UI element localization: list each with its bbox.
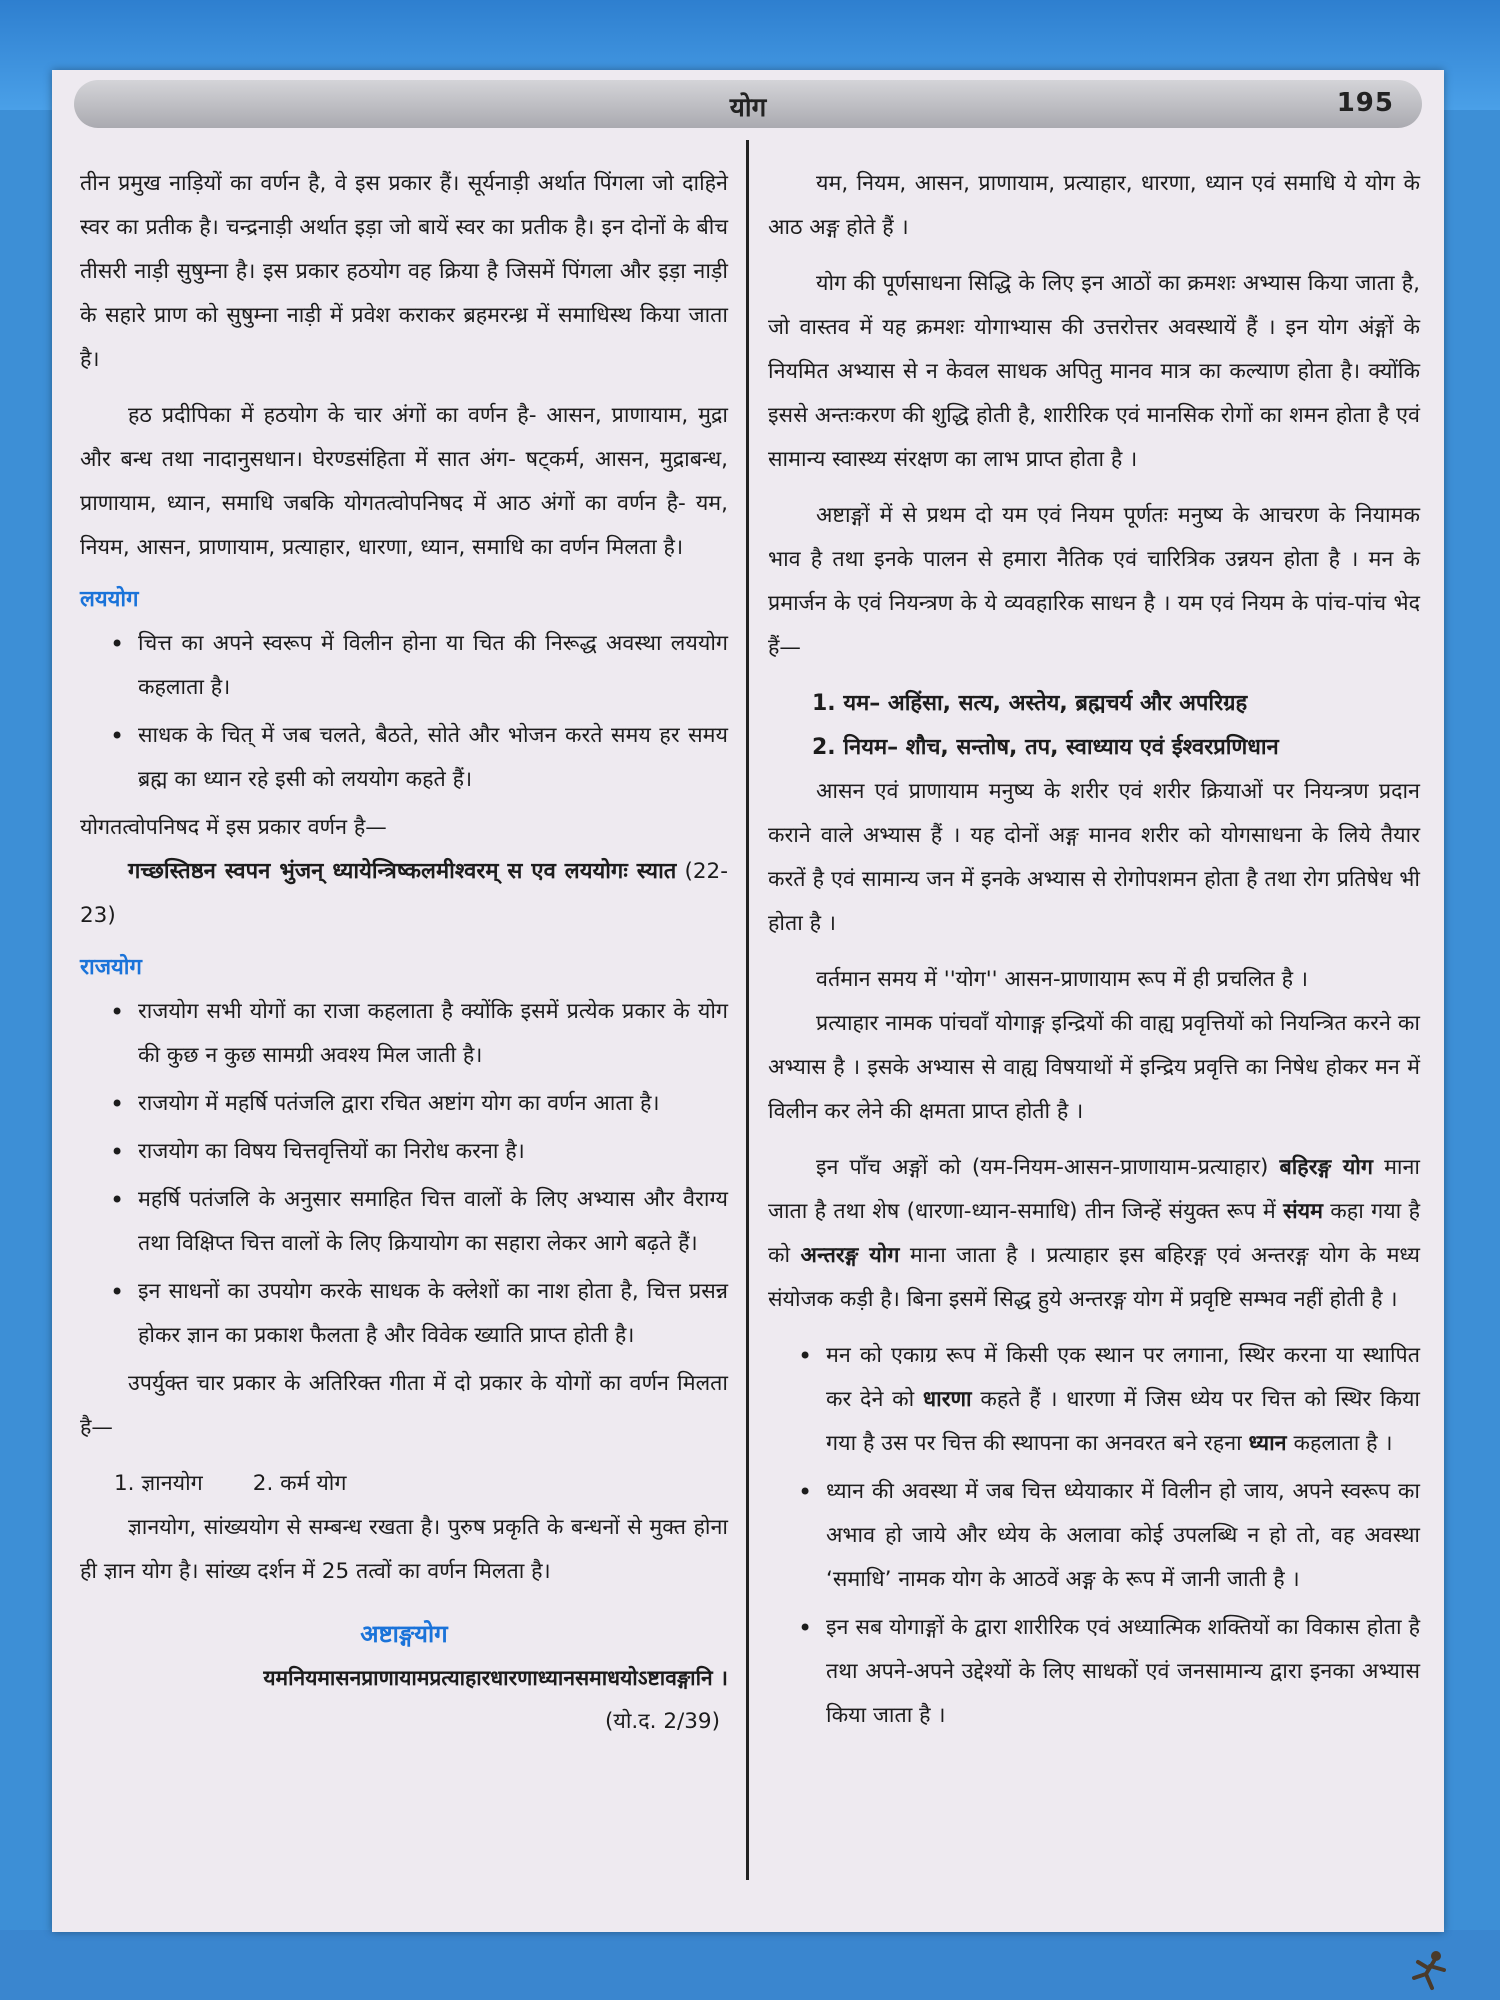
list-item: • ध्यान की अवस्था में जब चित्त ध्येयाकार में विलीन हो जाय, अपने स्वरूप का अभाव हो जाये और ध्येय के अलावा कोई उपलब्धि न हो तो, वह अवस्था ‘समाधि’ नामक योग के आठवें अङ्ग के रूप में जानी जाती है । [768,1470,1420,1602]
list-item: • राजयोग में महर्षि पतंजलि द्वारा रचित अष्टांग योग का वर्णन आता है। [80,1082,728,1126]
layayoga-list [80,622,728,802]
sloka [80,850,728,938]
book-page [52,70,1444,1932]
column-divider [746,140,749,1880]
paragraph: योगतत्वोपनिषद में इस प्रकार वर्णन है— [80,815,387,840]
paragraph: हठ प्रदीपिका में हठयोग के चार अंगों का वर्णन है- आसन, प्राणायाम, मुद्रा और बन्ध तथा नादानुसधान। घेरण्डसंहिता में सात अंग- षट्कर्म, आसन, मुद्राबन्ध, प्राणायाम, ध्यान, समाधि जबकि योगतत्वोपनिषद में आठ अंगों का वर्णन है- यम, नियम, आसन, प्राणायाम, प्रत्याहार, धारणा, ध्यान, समाधि का वर्णन मिलता है। [80,403,728,560]
paragraph: यम, नियम, आसन, प्राणायाम, प्रत्याहार, धारणा, ध्यान एवं समाधि ये योग के आठ अङ्ग होते हैं । [768,171,1420,240]
list-item [768,1334,1420,1466]
text-run: माना जाता है तथा शेष (धारणा-ध्यान-समाधि) तीन जिन्हें संयुक्त रूप में [768,1155,1420,1224]
list-item: • महर्षि पतंजलि के अनुसार समाहित चित्त वालों के लिए अभ्यास और वैराग्य तथा विक्षिप्त चित्त वालों के लिए क्रियायोग का सहारा लेकर आगे बढ़ते हैं। [80,1178,728,1266]
paragraph: ज्ञानयोग, सांख्ययोग से सम्बन्ध रखता है। पुरुष प्रकृति के बन्धनों से मुक्त होना ही ज्ञान योग है। सांख्य दर्शन में 25 तत्वों का वर्णन मिलता है। [80,1515,728,1584]
chapter-title: योग [729,93,767,123]
paragraph: योग की पूर्णसाधना सिद्धि के लिए इन आठों का क्रमशः अभ्यास किया जाता है, जो वास्तव में यह क्रमशः योगाभ्यास की उत्तरोत्तर अवस्थायें हैं । इन योग अंङ्गों के नियमित अभ्यास से न केवल साधक अपितु मानव मात्र का कल्याण होता है। क्योंकि इससे अन्तःकरण की शुद्धि होती है, शारीरिक एवं मानसिक रोगों का शमन होता है एवं सामान्य स्वास्थ्य संरक्षण का लाभ प्राप्त होता है । [768,271,1420,472]
section-heading-ashtanga: अष्टाङ्गयोग [360,1620,448,1648]
paragraph: वर्तमान समय में ''योग'' आसन-प्राणायाम रूप में ही प्रचलित है । [816,967,1309,992]
list-item: • साधक के चित् में जब चलते, बैठते, सोते और भोजन करते समय हर समय ब्रह्म का ध्यान रहे इसी को लययोग कहते हैं। [80,714,728,802]
running-header [74,80,1422,128]
runner-figure-icon [1396,1948,1460,1992]
sutra: यमनियमासनप्राणायामप्रत्याहारधारणाध्यानसमाधयोऽष्टावङ्गानि । [263,1666,728,1690]
text-run: कहा गया है को [768,1199,1420,1268]
text-run: कहलाता है । [1293,1431,1393,1456]
page-number: 195 [1336,88,1394,118]
text-run: कहते हैं । धारणा में जिस ध्येय पर चित्त को स्थिर किया गया है उस पर चित्त की स्थापना का अनवरत बने रहना [826,1387,1420,1456]
bold-term: बहिरङ्ग योग [1279,1155,1373,1180]
niyama-list: 2. नियम– शौच, सन्तोष, तप, स्वाध्याय एवं ईश्वरप्रणिधान [812,735,1279,760]
bold-term: संयम [1283,1199,1323,1224]
left-column [80,162,728,1744]
paragraph: तीन प्रमुख नाड़ियों का वर्णन है, वे इस प्रकार हैं। सूर्यनाड़ी अर्थात पिंगला जो दाहिने स्वर का प्रतीक है। चन्द्रनाड़ी अर्थात इड़ा जो बायें स्वर का प्रतीक है। इन दोनों के बीच तीसरी नाड़ी सुषुम्ना है। इस प्रकार हठयोग वह क्रिया है जिसमें पिंगला और इड़ा नाड़ी के सहारे प्राण को सुषुम्ना नाड़ी में प्रवेश कराकर ब्रहमरन्ध्र में समाधिस्थ किया जाता है। [80,171,728,372]
paragraph: अष्टाङ्गों में से प्रथम दो यम एवं नियम पूर्णतः मनुष्य के आचरण के नियामक भाव है तथा इनके पालन से हमारा नैतिक एवं चारित्रिक उन्नयन होता है । मन के प्रमार्जन के एवं नियन्त्रण के ये व्यवहारिक साधन है । यम एवं नियम के पांच-पांच भेद हैं— [768,503,1420,660]
text-run: मन को एकाग्र रूप में किसी एक स्थान पर लगाना, स्थिर करना या स्थापित कर देने को [826,1343,1420,1412]
sloka-text: गच्छस्तिष्ठन स्वपन भुंजन् ध्यायेन्त्रिष्कलमीश्वरम् स एव लययोगः स्यात [128,859,677,884]
bold-term: धारणा [922,1387,972,1412]
paragraph: प्रत्याहार नामक पांचवाँ योगाङ्ग इन्द्रियों की वाह्य प्रवृत्तियों को नियन्त्रित करने का अभ्यास है । इसके अभ्यास से वाह्य विषयाथों में इन्द्रिय प्रवृत्ति का निषेध होकर मन में विलीन कर लेने की क्षमता प्राप्त होती है । [768,1011,1420,1124]
paragraph [768,1146,1420,1322]
sloka-ref: (22-23) [80,859,728,928]
list-item: • चित्त का अपने स्वरूप में विलीन होना या चित की निरूद्ध अवस्था लययोग कहलाता है। [80,622,728,710]
gita-yoga-list [80,1462,728,1506]
yama-list: 1. यम– अहिंसा, सत्य, अस्तेय, ब्रह्मचर्य और अपरिग्रह [812,691,1248,716]
paragraph: उपर्युक्त चार प्रकार के अतिरिक्त गीता में दो प्रकार के योगों का वर्णन मिलता है— [80,1371,728,1440]
anga-list [768,1334,1420,1738]
text-run: इन पाँच अङ्गों को (यम-नियम-आसन-प्राणायाम-प्रत्याहार) [816,1155,1269,1180]
list-item: 2. कर्म योग [252,1471,347,1496]
list-item: 1. ज्ञानयोग [114,1471,203,1496]
sutra-ref: (यो.द. 2/39) [604,1709,720,1734]
bold-term: अन्तरङ्ग योग [800,1243,900,1268]
paragraph: आसन एवं प्राणायाम मनुष्य के शरीर एवं शरीर क्रियाओं पर नियन्त्रण प्रदान कराने वाले अभ्यास हैं । यह दोनों अङ्ग मानव शरीर को योगसाधना के लिये तैयार करतें है एवं सामान्य जन में इनके अभ्यास से रोगोपशमन होता है तथा रोग प्रतिषेध भी होता है । [768,779,1420,936]
list-item: • इन सब योगाङ्गों के द्वारा शारीरिक एवं अध्यात्मिक शक्तियों का विकास होता है तथा अपने-अपने उद्देश्यों के लिए साधकों एवं जनसामान्य द्वारा इनका अभ्यास किया जाता है । [768,1606,1420,1738]
rajayoga-list [80,990,728,1358]
bottom-background [0,1930,1500,2000]
bold-term: ध्यान [1248,1431,1287,1456]
right-column [768,162,1420,1742]
list-item: • इन साधनों का उपयोग करके साधक के क्लेशों का नाश होता है, चित्त प्रसन्न होकर ज्ञान का प्रकाश फैलता है और विवेक ख्याति प्राप्त होती है। [80,1270,728,1358]
text-run: माना जाता है । प्रत्याहार इस बहिरङ्ग एवं अन्तरङ्ग योग के मध्य संयोजक कड़ी है। बिना इसमें सिद्ध हुये अन्तरङ्ग योग में प्रवृष्टि सम्भव नहीं होती है । [768,1243,1420,1312]
list-item: • राजयोग का विषय चित्तवृत्तियों का निरोध करना है। [80,1130,728,1174]
section-heading-rajayoga: राजयोग [80,955,142,980]
list-item: • राजयोग सभी योगों का राजा कहलाता है क्योंकि इसमें प्रत्येक प्रकार के योग की कुछ न कुछ सामग्री अवश्य मिल जाती है। [80,990,728,1078]
section-heading-layayoga: लययोग [80,587,139,612]
